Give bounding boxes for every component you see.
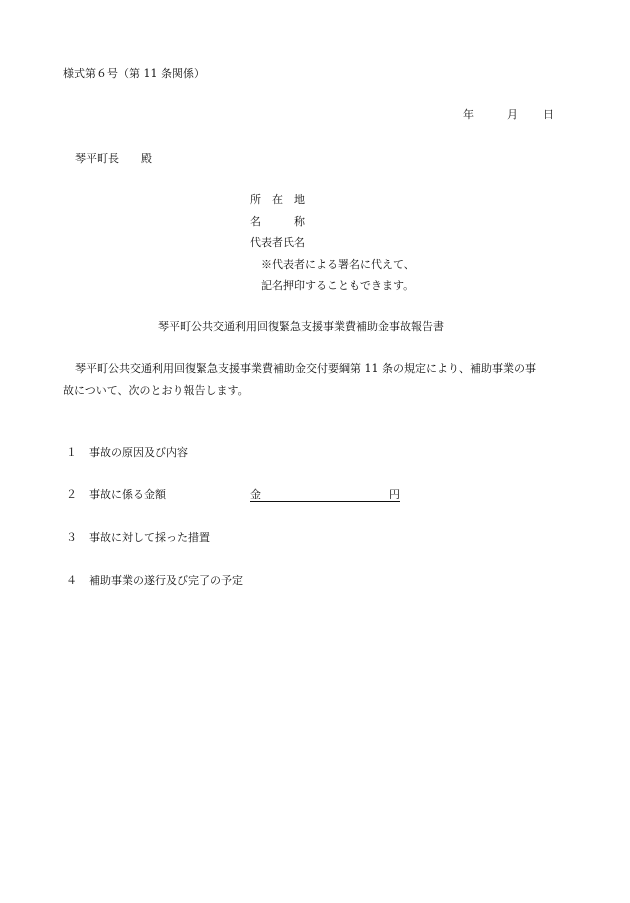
date-year-label: 年 bbox=[463, 108, 474, 121]
item-number: ４ bbox=[66, 574, 77, 587]
amount-field bbox=[250, 488, 400, 506]
item-text: 事故に対して採った措置 bbox=[89, 531, 210, 544]
addressee-honorific: 殿 bbox=[141, 152, 152, 165]
name-label: 名 称 bbox=[250, 215, 305, 228]
amount-prefix: 金 bbox=[250, 488, 261, 501]
item-1 bbox=[66, 446, 188, 460]
representative-label: 代表者氏名 bbox=[250, 236, 305, 249]
date-line bbox=[463, 108, 554, 122]
document-title: 琴平町公共交通利用回復緊急支援事業費補助金事故報告書 bbox=[158, 320, 444, 333]
form-number: 様式第６号（第 11 条関係） bbox=[63, 67, 205, 80]
signature-note-line1: ※代表者による署名に代えて、 bbox=[261, 258, 415, 271]
body-text-line2: 故について、次のとおり報告します。 bbox=[63, 384, 249, 397]
signature-note-line2: 記名押印することもできます。 bbox=[261, 279, 415, 292]
body-text-line1: 琴平町公共交通利用回復緊急支援事業費補助金交付要綱第 11 条の規定により、補助事業の事 bbox=[75, 362, 536, 375]
item-text: 事故の原因及び内容 bbox=[89, 446, 188, 459]
address-label: 所 在 地 bbox=[250, 193, 305, 206]
date-day-label: 日 bbox=[543, 108, 554, 121]
item-number: ２ bbox=[66, 488, 77, 501]
addressee-name: 琴平町長 bbox=[75, 152, 119, 165]
date-month-label: 月 bbox=[507, 108, 518, 121]
item-number: １ bbox=[66, 446, 77, 459]
item-text: 補助事業の遂行及び完了の予定 bbox=[89, 574, 243, 587]
amount-suffix: 円 bbox=[389, 488, 400, 501]
addressee bbox=[75, 152, 152, 166]
item-2 bbox=[66, 488, 166, 502]
item-number: ３ bbox=[66, 531, 77, 544]
item-text: 事故に係る金額 bbox=[89, 488, 166, 501]
item-4 bbox=[66, 574, 243, 588]
item-3 bbox=[66, 531, 210, 545]
